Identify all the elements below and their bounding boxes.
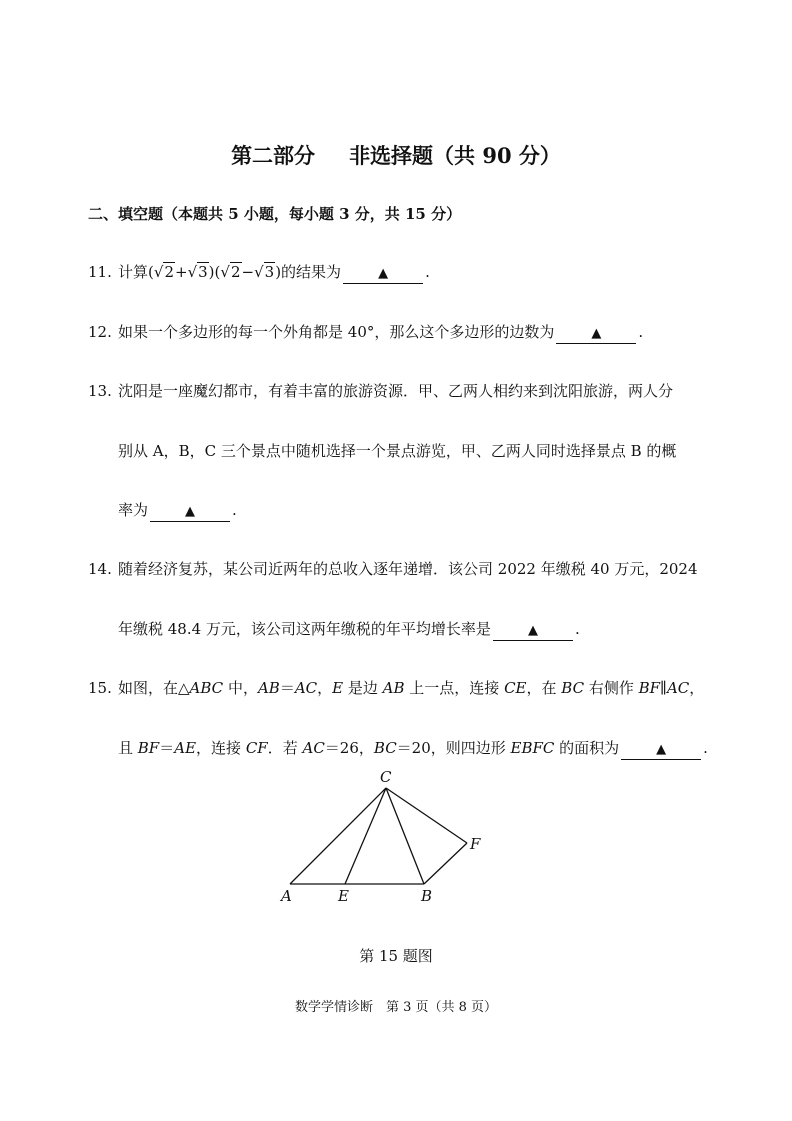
label-b: B: [421, 887, 433, 905]
segment-cb: [386, 788, 424, 884]
segment-ce: [345, 788, 386, 884]
triangle-icon: ▲: [591, 326, 602, 341]
question-14-line-2: 年缴税 48.4 万元，该公司这两年缴税的年平均增长率是 ▲ .: [118, 617, 580, 641]
label-c: C: [380, 768, 392, 786]
question-number: 12.: [88, 323, 112, 341]
part-label: 第二部分: [231, 143, 316, 168]
triangle-icon: ▲: [656, 742, 667, 757]
page-footer: 数学学情诊断 第 3 页（共 8 页）: [294, 1000, 498, 1015]
question-14: 14. 随着经济复苏，某公司近两年的总收入逐年递增．该公司 2022 年缴税 40 万元，2024: [88, 557, 698, 581]
question-12: 12. 如果一个多边形的每一个外角都是 40°，那么这个多边形的边数为 ▲ .: [88, 320, 643, 344]
segment-ac: [290, 788, 386, 884]
question-15: 15. 如图，在△ABC 中，AB＝AC，E 是边 AB 上一点，连接 CE，在 BC 右侧作 BF∥AC，: [88, 676, 704, 700]
label-e: E: [338, 887, 349, 905]
label-f: F: [470, 835, 481, 853]
question-number: 15.: [88, 679, 112, 697]
question-number: 13.: [88, 382, 112, 400]
question-number: 11.: [88, 263, 112, 281]
triangle-icon: ▲: [527, 623, 538, 638]
question-13: 13. 沈阳是一座魔幻都市，有着丰富的旅游资源．甲、乙两人相约来到沈阳旅游，两人分: [88, 379, 673, 403]
label-a: A: [281, 887, 292, 905]
question-number: 14.: [88, 560, 112, 578]
segment-bf: [424, 843, 467, 884]
section-heading: 二、填空题（本题共 5 小题，每小题 3 分，共 15 分）: [88, 205, 462, 223]
figure-caption: 第 15 题图: [359, 947, 433, 965]
math-expression: (√2+√3)(√2−√3): [148, 263, 282, 281]
segment-cf: [386, 788, 467, 843]
triangle-icon: ▲: [185, 504, 196, 519]
question-13-line-3: 率为 ▲ .: [118, 498, 237, 522]
question-15-line-2: 且 BF＝AE，连接 CF．若 AC＝26，BC＝20，则四边形 EBFC 的面积为 ▲ .: [118, 736, 708, 760]
question-13-line-2: 别从 A，B，C 三个景点中随机选择一个景点游览，甲、乙两人同时选择景点 B 的概: [118, 442, 677, 460]
part-name: 非选择题（共 90 分）: [349, 143, 561, 168]
question-11: 11. 计算(√2+√3)(√2−√3)的结果为 ▲ .: [88, 260, 430, 284]
triangle-icon: ▲: [378, 266, 389, 281]
